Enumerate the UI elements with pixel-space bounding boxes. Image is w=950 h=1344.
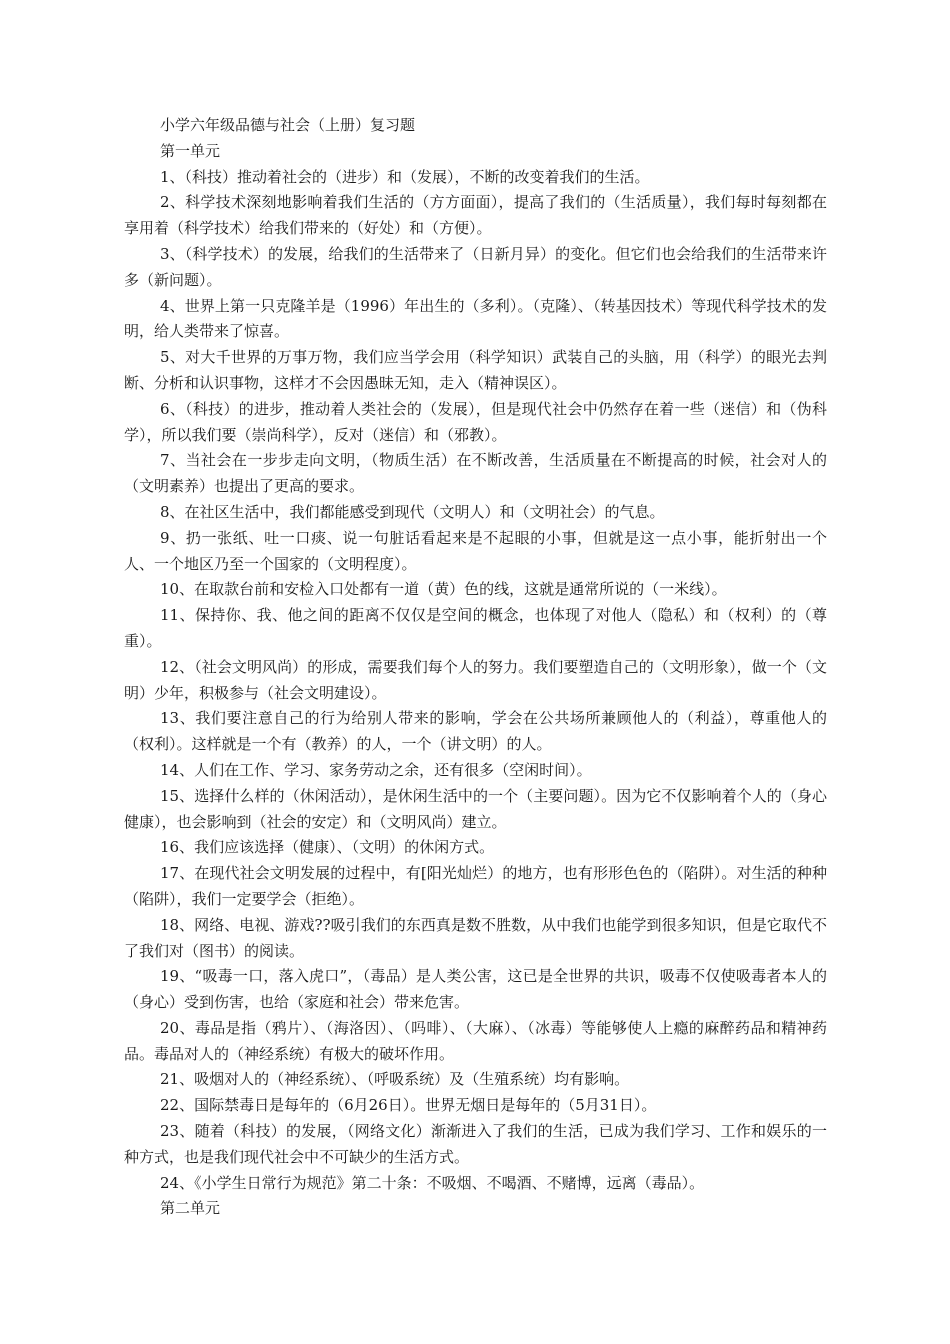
question-item: 3、（科学技术）的发展，给我们的生活带来了（日新月异）的变化。但它们也会给我们的生活带来许多（新问题）。	[124, 244, 827, 289]
question-item: 21、吸烟对人的（神经系统）、（呼吸系统）及（生殖系统）均有影响。	[160, 1070, 630, 1089]
unit-1-heading: 第一单元	[160, 141, 221, 160]
document-title: 小学六年级品德与社会（上册）复习题	[160, 116, 416, 134]
question-item: 6、（科技）的进步，推动着人类社会的（发展），但是现代社会中仍然存在着一些（迷信）和（伪科学），所以我们要（崇尚科学），反对（迷信）和（邪教）。	[124, 399, 827, 444]
question-item: 11、保持你、我、他之间的距离不仅仅是空间的概念，也体现了对他人（隐私）和（权利）的（尊重）。	[124, 606, 827, 650]
question-item: 9、扔一张纸、吐一口痰、说一句脏话看起来是不起眼的小事，但就是这一点小事，能折射出一个人、一个地区乃至一个国家的（文明程度）。	[124, 528, 827, 573]
question-item: 10、在取款台前和安检入口处都有一道（黄）色的线，这就是通常所说的（一米线）。	[160, 580, 727, 599]
question-item: 20、毒品是指（鸦片）、（海洛因）、（吗啡）、（大麻）、（冰毒）等能够使人上瘾的麻醉药品和精神药品。毒品对人的（神经系统）有极大的破坏作用。	[124, 1018, 827, 1063]
question-item: 12、（社会文明风尚）的形成，需要我们每个人的努力。我们要塑造自己的（文明形象），做一个（文明）少年，积极参与（社会文明建设）。	[124, 657, 827, 702]
question-item: 22、国际禁毒日是每年的（6月26日）。世界无烟日是每年的（5月31日）。	[160, 1096, 657, 1115]
question-item: 2、科学技术深刻地影响着我们生活的（方方面面），提高了我们的（生活质量），我们每时每刻都在享用着（科学技术）给我们带来的（好处）和（方便）。	[124, 193, 827, 238]
document-page	[124, 113, 827, 1222]
question-item: 19、“吸毒一口，落入虎口”，（毒品）是人类公害，这已是全世界的共识，吸毒不仅使吸毒者本人的（身心）受到伤害，也给（家庭和社会）带来危害。	[124, 967, 827, 1012]
question-item: 24、《小学生日常行为规范》第二十条：不吸烟、不喝酒、不赌博，远离（毒品）。	[160, 1173, 705, 1192]
question-item: 23、随着（科技）的发展，（网络文化）渐渐进入了我们的生活，已成为我们学习、工作和娱乐的一种方式，也是我们现代社会中不可缺少的生活方式。	[124, 1122, 827, 1166]
unit-2-heading: 第二单元	[160, 1199, 221, 1218]
question-item: 5、对大千世界的万事万物，我们应当学会用（科学知识）武装自己的头脑，用（科学）的眼光去判断、分析和认识事物，这样才不会因愚昧无知，走入（精神误区）。	[124, 348, 827, 392]
question-item: 17、在现代社会文明发展的过程中，有[阳光灿烂）的地方，也有形形色色的（陷阱）。对生活的种种（陷阱），我们一定要学会（拒绝）。	[124, 864, 827, 908]
question-item: 4、世界上第一只克隆羊是（1996）年出生的（多利）。（克隆）、（转基因技术）等现代科学技术的发明，给人类带来了惊喜。	[124, 296, 827, 341]
question-item: 15、选择什么样的（休闲活动），是休闲生活中的一个（主要问题）。因为它不仅影响着个人的（身心健康），也会影响到（社会的安定）和（文明风尚）建立。	[124, 786, 827, 831]
question-item: 16、我们应该选择（健康）、（文明）的休闲方式。	[160, 838, 495, 857]
question-item: 8、在社区生活中，我们都能感受到现代（文明人）和（文明社会）的气息。	[160, 502, 665, 521]
question-item: 7、当社会在一步步走向文明，（物质生活）在不断改善，生活质量在不断提高的时候，社会对人的（文明素养）也提出了更高的要求。	[124, 451, 827, 496]
question-item: 13、我们要注意自己的行为给别人带来的影响，学会在公共场所兼顾他人的（利益），尊重他人的（权利）。这样就是一个有（教养）的人，一个（讲文明）的人。	[124, 709, 827, 754]
question-item: 1、（科技）推动着社会的（进步）和（发展），不断的改变着我们的生活。	[160, 167, 650, 186]
question-item: 18、网络、电视、游戏??吸引我们的东西真是数不胜数，从中我们也能学到很多知识，但是它取代不了我们对（图书）的阅读。	[124, 915, 827, 960]
question-item: 14、人们在工作、学习、家务劳动之余，还有很多（空闲时间）。	[160, 760, 592, 779]
